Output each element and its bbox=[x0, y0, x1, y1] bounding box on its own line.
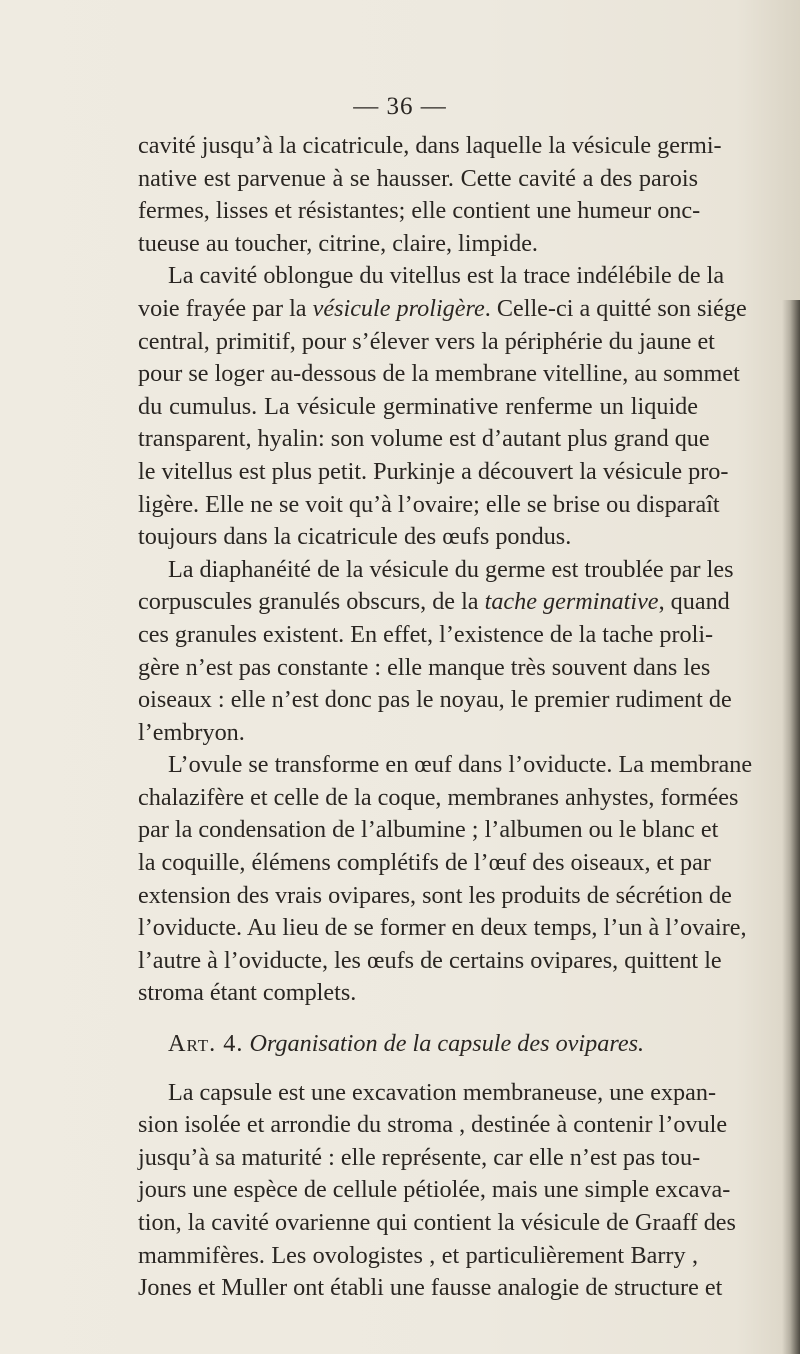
text-line: L’ovule se transforme en œuf dans l’oviducte. La membrane bbox=[168, 751, 753, 779]
text-fragment: corpuscules granulés obscurs, de la bbox=[138, 588, 485, 616]
text-line: stroma étant complets. bbox=[138, 979, 357, 1007]
text-line: tion, la cavité ovarienne qui contient la vésicule de Graaff des bbox=[138, 1209, 736, 1236]
text-line: La cavité oblongue du vitellus est la trace indélébile de la bbox=[168, 262, 725, 290]
text-line: La diaphanéité de la vésicule du germe est troublée par les bbox=[168, 555, 734, 583]
text-line: La capsule est une excavation membraneuse, une expan- bbox=[168, 1078, 717, 1106]
article-label: Art. 4. bbox=[168, 1030, 244, 1058]
text-line: l’embryon. bbox=[138, 718, 245, 746]
italic-term: vésicule proligère bbox=[312, 294, 485, 322]
paragraph-1 bbox=[138, 130, 722, 260]
text-fragment: . Celle-ci a quitté son siége bbox=[484, 294, 747, 322]
page-number: — 36 — bbox=[353, 93, 447, 120]
text-fragment: , quand bbox=[658, 588, 730, 616]
text-line: central, primitif, pour s’élever vers la périphérie du jaune et bbox=[138, 327, 715, 355]
text-line-with-italic bbox=[138, 293, 747, 326]
page-edge-shadow bbox=[782, 300, 800, 1354]
text-line: gère n’est pas constante : elle manque très souvent dans les bbox=[138, 653, 711, 681]
text-line: l’autre à l’oviducte, les œufs de certains ovipares, quittent le bbox=[138, 946, 722, 974]
text-line: transparent, hyalin: son volume est d’autant plus grand que bbox=[138, 425, 710, 453]
text-line: tueuse au toucher, citrine, claire, limpide. bbox=[138, 229, 538, 257]
text-line: Jones et Muller ont établi une fausse analogie de structure et bbox=[138, 1274, 723, 1302]
text-line: oiseaux : elle n’est donc pas le noyau, le premier rudiment de bbox=[138, 686, 732, 714]
text-line: cavité jusqu’à la cicatricule, dans laquelle la vésicule germi- bbox=[138, 132, 722, 159]
text-fragment: voie frayée par la bbox=[138, 294, 313, 322]
text-line: mammifères. Les ovologistes , et particulièrement Barry , bbox=[138, 1241, 698, 1269]
section-title: Organisation de la capsule des ovipares. bbox=[249, 1030, 645, 1058]
text-line: toujours dans la cicatricule des œufs pondus. bbox=[138, 523, 572, 551]
text-line: jusqu’à sa maturité : elle représente, car elle n’est pas tou- bbox=[138, 1143, 701, 1171]
text-line: l’oviducte. Au lieu de se former en deux temps, l’un à l’ovaire, bbox=[138, 914, 747, 942]
italic-term: tache germinative bbox=[484, 588, 659, 616]
text-line: ces granules existent. En effet, l’existence de la tache proli- bbox=[138, 620, 714, 648]
paragraph-4 bbox=[138, 749, 753, 1010]
paragraph-2 bbox=[138, 260, 747, 553]
text-line: du cumulus. La vésicule germinative renferme un liquide bbox=[138, 392, 698, 420]
section-heading bbox=[138, 1028, 698, 1061]
text-line: ligère. Elle ne se voit qu’à l’ovaire; elle se brise ou disparaît bbox=[138, 490, 720, 518]
text-line: le vitellus est plus petit. Purkinje a découvert la vésicule pro- bbox=[138, 457, 729, 485]
paragraph-5 bbox=[138, 1077, 736, 1305]
text-line: sion isolée et arrondie du stroma , destinée à contenir l’ovule bbox=[138, 1111, 728, 1139]
text-line: jours une espèce de cellule pétiolée, mais une simple excava- bbox=[138, 1176, 731, 1204]
text-line-with-italic bbox=[138, 586, 730, 619]
text-line: pour se loger au-dessous de la membrane vitelline, au sommet bbox=[138, 360, 740, 388]
body-text bbox=[138, 130, 753, 1305]
text-line: fermes, lisses et résistantes; elle contient une humeur onc- bbox=[138, 197, 701, 225]
text-line: extension des vrais ovipares, sont les produits de sécrétion de bbox=[138, 881, 732, 909]
text-line: chalazifère et celle de la coque, membranes anhystes, formées bbox=[138, 783, 739, 811]
text-line: native est parvenue à se hausser. Cette cavité a des parois bbox=[138, 164, 698, 192]
text-line: par la condensation de l’albumine ; l’albumen ou le blanc et bbox=[138, 816, 719, 844]
text-line: la coquille, élémens complétifs de l’œuf des oiseaux, et par bbox=[138, 849, 711, 877]
paragraph-3 bbox=[138, 554, 734, 750]
